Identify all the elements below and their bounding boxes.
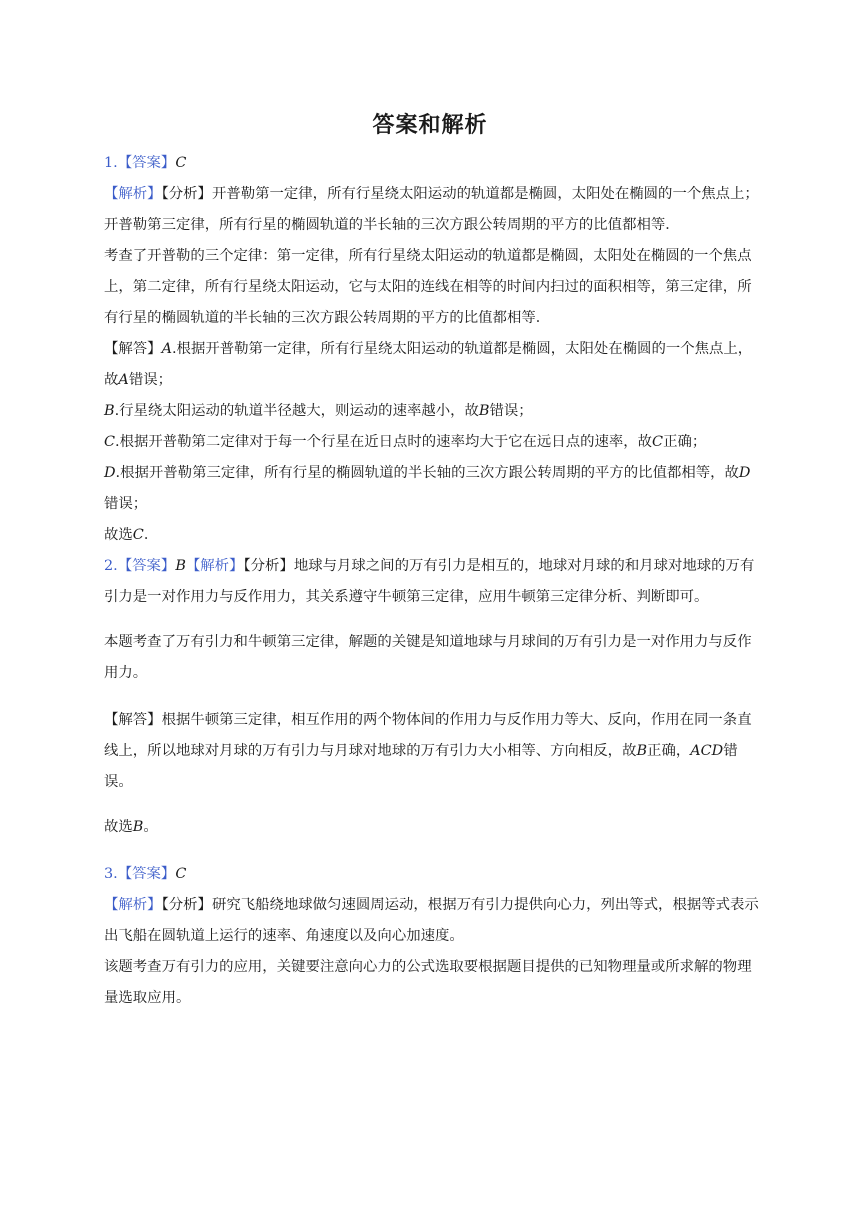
q1-conclusion: 故选C．	[104, 527, 159, 543]
q3-jiexi-tag: 【解析】	[104, 897, 162, 913]
q3-answer: C	[175, 866, 187, 882]
q3-para2: 该题考查万有引力的应用，关键要注意向心力的公式选取要根据题目提供的已知物理量或所求解的物理量选取应用。	[104, 959, 752, 1006]
q2-answer: B	[175, 558, 186, 574]
q2-solve: 【解答】根据牛顿第三定律，相互作用的两个物体间的作用力与反作用力等大、反向，作用在同一条直线上，所以地球对月球的万有引力与月球对地球的万有引力大小相等、方向相反，故B正确，ACD错误。	[104, 712, 752, 790]
q3-number: 3.	[104, 866, 118, 882]
q3-analysis-text: 【分析】研究飞船绕地球做匀速圆周运动，根据万有引力提供向心力，列出等式，根据等式表示出飞船在圆轨道上运行的速率、角速度以及向心加速度。	[104, 897, 759, 944]
q1-analysis-2: 考查了开普勒的三个定律：第一定律，所有行星绕太阳运动的轨道都是椭圆，太阳处在椭圆的一个焦点上，第二定律，所有行星绕太阳运动，它与太阳的连线在相等的时间内扫过的面积相等，第三定律，所有行星的椭圆轨道的半长轴的三次方跟公转周期的平方的比值都相等．	[104, 248, 752, 326]
q3-answer-tag: 【答案】	[117, 866, 176, 882]
q2-number: 2.	[104, 558, 118, 574]
q2-conclusion: 故选B。	[104, 819, 158, 835]
q2-answer-tag: 【答案】	[117, 558, 176, 574]
q1-number: 1.	[104, 155, 118, 171]
q1-option-c: C.根据开普勒第二定律对于每一个行星在近日点时的速率均大于它在远日点的速率，故C正确；	[104, 434, 707, 450]
q2-analysis-text: 【分析】地球与月球之间的万有引力是相互的，地球对月球的和月球对地球的万有引力是一对作用力与反作用力，其关系遵守牛顿第三定律，应用牛顿第三定律分析、判断即可。	[104, 558, 755, 605]
q2-jiexi-tag: 【解析】	[185, 558, 244, 574]
q1-option-a: 【解答】A.根据开普勒第一定律，所有行星绕太阳运动的轨道都是椭圆，太阳处在椭圆的一个焦点上，故A错误；	[104, 341, 753, 388]
q2-para2: 本题考查了万有引力和牛顿第三定律，解题的关键是知道地球与月球间的万有引力是一对作用力与反作用力。	[104, 634, 752, 681]
q1-analysis-text: 【分析】开普勒第一定律，所有行星绕太阳运动的轨道都是椭圆，太阳处在椭圆的一个焦点上；开普勒第三定律，所有行星的椭圆轨道的半长轴的三次方跟公转周期的平方的比值都相等．	[104, 186, 759, 233]
page-title: 答案和解析	[372, 113, 488, 138]
q1-option-d: D.根据开普勒第三定律，所有行星的椭圆轨道的半长轴的三次方跟公转周期的平方的比值都相等，故D错误；	[104, 465, 751, 512]
q3-analysis	[104, 890, 764, 952]
q1-option-b: B.行星绕太阳运动的轨道半径越大，则运动的速率越小，故B错误；	[104, 403, 533, 419]
q1-answer-line	[104, 148, 764, 179]
q1-answer: C	[175, 155, 187, 171]
q1-solve-tag: 【解答】	[104, 341, 162, 357]
q1-answer-tag: 【答案】	[117, 155, 176, 171]
q2-answer-line	[104, 551, 764, 613]
q3-answer-line	[104, 859, 764, 890]
q1-analysis	[104, 179, 764, 241]
answer-content	[104, 148, 764, 1014]
q1-jiexi-tag: 【解析】	[104, 186, 162, 202]
